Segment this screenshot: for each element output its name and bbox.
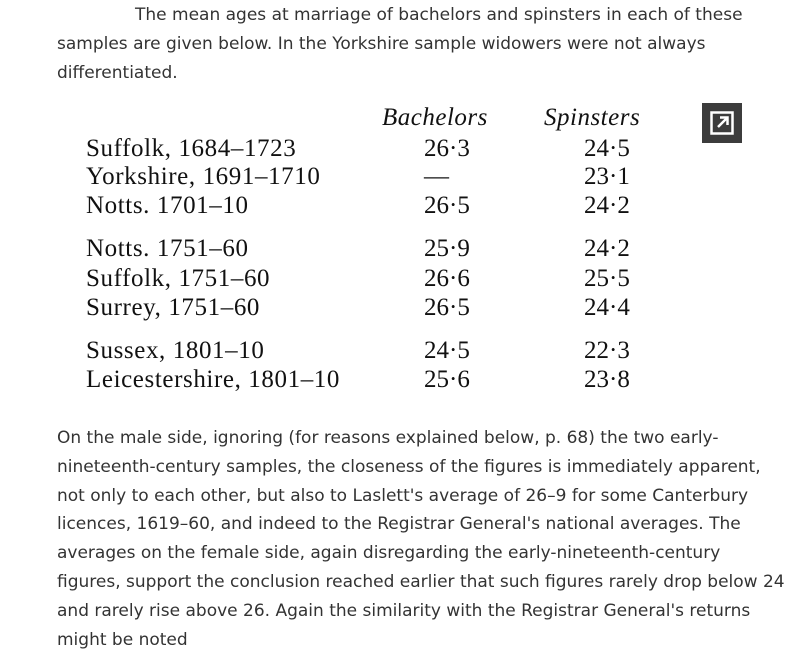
intro-paragraph — [57, 1, 787, 87]
place-cell: Leicestershire, 1801–10 — [86, 366, 340, 393]
body-line: On the male side, ignoring (for reasons explained below, p. 68) the two early- — [57, 428, 719, 448]
bachelors-cell: 26·3 — [424, 135, 470, 162]
spinsters-cell: 23·8 — [584, 366, 630, 393]
spinsters-cell: 22·3 — [584, 337, 630, 364]
place-cell: Surrey, 1751–60 — [86, 294, 261, 321]
place-cell: Notts. 1701–10 — [86, 192, 249, 219]
bachelors-cell: 26·6 — [424, 265, 470, 292]
intro-line: samples are given below. In the Yorkshire sample widowers were not always — [57, 33, 706, 54]
spinsters-cell: 23·1 — [584, 163, 630, 190]
column-header-bachelors: Bachelors — [382, 104, 488, 131]
place-cell: Yorkshire, 1691–1710 — [86, 163, 321, 190]
expand-image-button[interactable] — [702, 103, 742, 143]
place-cell: Sussex, 1801–10 — [86, 337, 265, 364]
body-line: averages on the female side, again disregarding the early-nineteenth-century — [57, 543, 721, 564]
body-line: licences, 1619–60, and indeed to the Registrar General's national averages. The — [57, 514, 741, 535]
place-cell: Notts. 1751–60 — [86, 235, 249, 262]
bachelors-cell: 25·6 — [424, 366, 470, 393]
intro-line: differentiated. — [57, 62, 178, 83]
body-line: and rarely rise above 26. Again the similarity with the Registrar General's returns — [57, 600, 751, 621]
table-row — [84, 366, 664, 394]
spinsters-cell: 24·2 — [584, 192, 630, 219]
table-row — [84, 135, 664, 163]
table-row — [84, 235, 664, 263]
bachelors-cell: 26·5 — [424, 294, 470, 321]
body-line: not only to each other, but also to Laslett's average of 26–9 for some Canterbury — [57, 485, 749, 506]
bachelors-cell: — — [424, 163, 449, 190]
table-row — [84, 163, 664, 191]
spinsters-cell: 24·4 — [584, 294, 630, 321]
body-line: might be noted — [57, 629, 188, 650]
expand-icon — [710, 111, 734, 135]
body-line: figures, support the conclusion reached earlier that such figures rarely drop below 24 — [57, 571, 785, 592]
table-row — [84, 337, 664, 365]
table-row — [84, 294, 664, 322]
bachelors-cell: 26·5 — [424, 192, 470, 219]
column-header-spinsters: Spinsters — [544, 104, 641, 131]
body-paragraph — [57, 424, 787, 654]
table-row — [84, 265, 664, 293]
intro-line: The mean ages at marriage of bachelors and spinsters in each of these — [135, 5, 743, 25]
bachelors-cell: 25·9 — [424, 235, 470, 262]
place-cell: Suffolk, 1751–60 — [86, 265, 271, 292]
place-cell: Suffolk, 1684–1723 — [86, 135, 297, 162]
spinsters-cell: 24·5 — [584, 135, 630, 162]
body-line: nineteenth-century samples, the closeness of the figures is immediately apparent, — [57, 456, 761, 477]
spinsters-cell: 24·2 — [584, 235, 630, 262]
bachelors-cell: 24·5 — [424, 337, 470, 364]
table-row — [84, 192, 664, 220]
marriage-age-table-image — [84, 100, 664, 400]
spinsters-cell: 25·5 — [584, 265, 630, 292]
